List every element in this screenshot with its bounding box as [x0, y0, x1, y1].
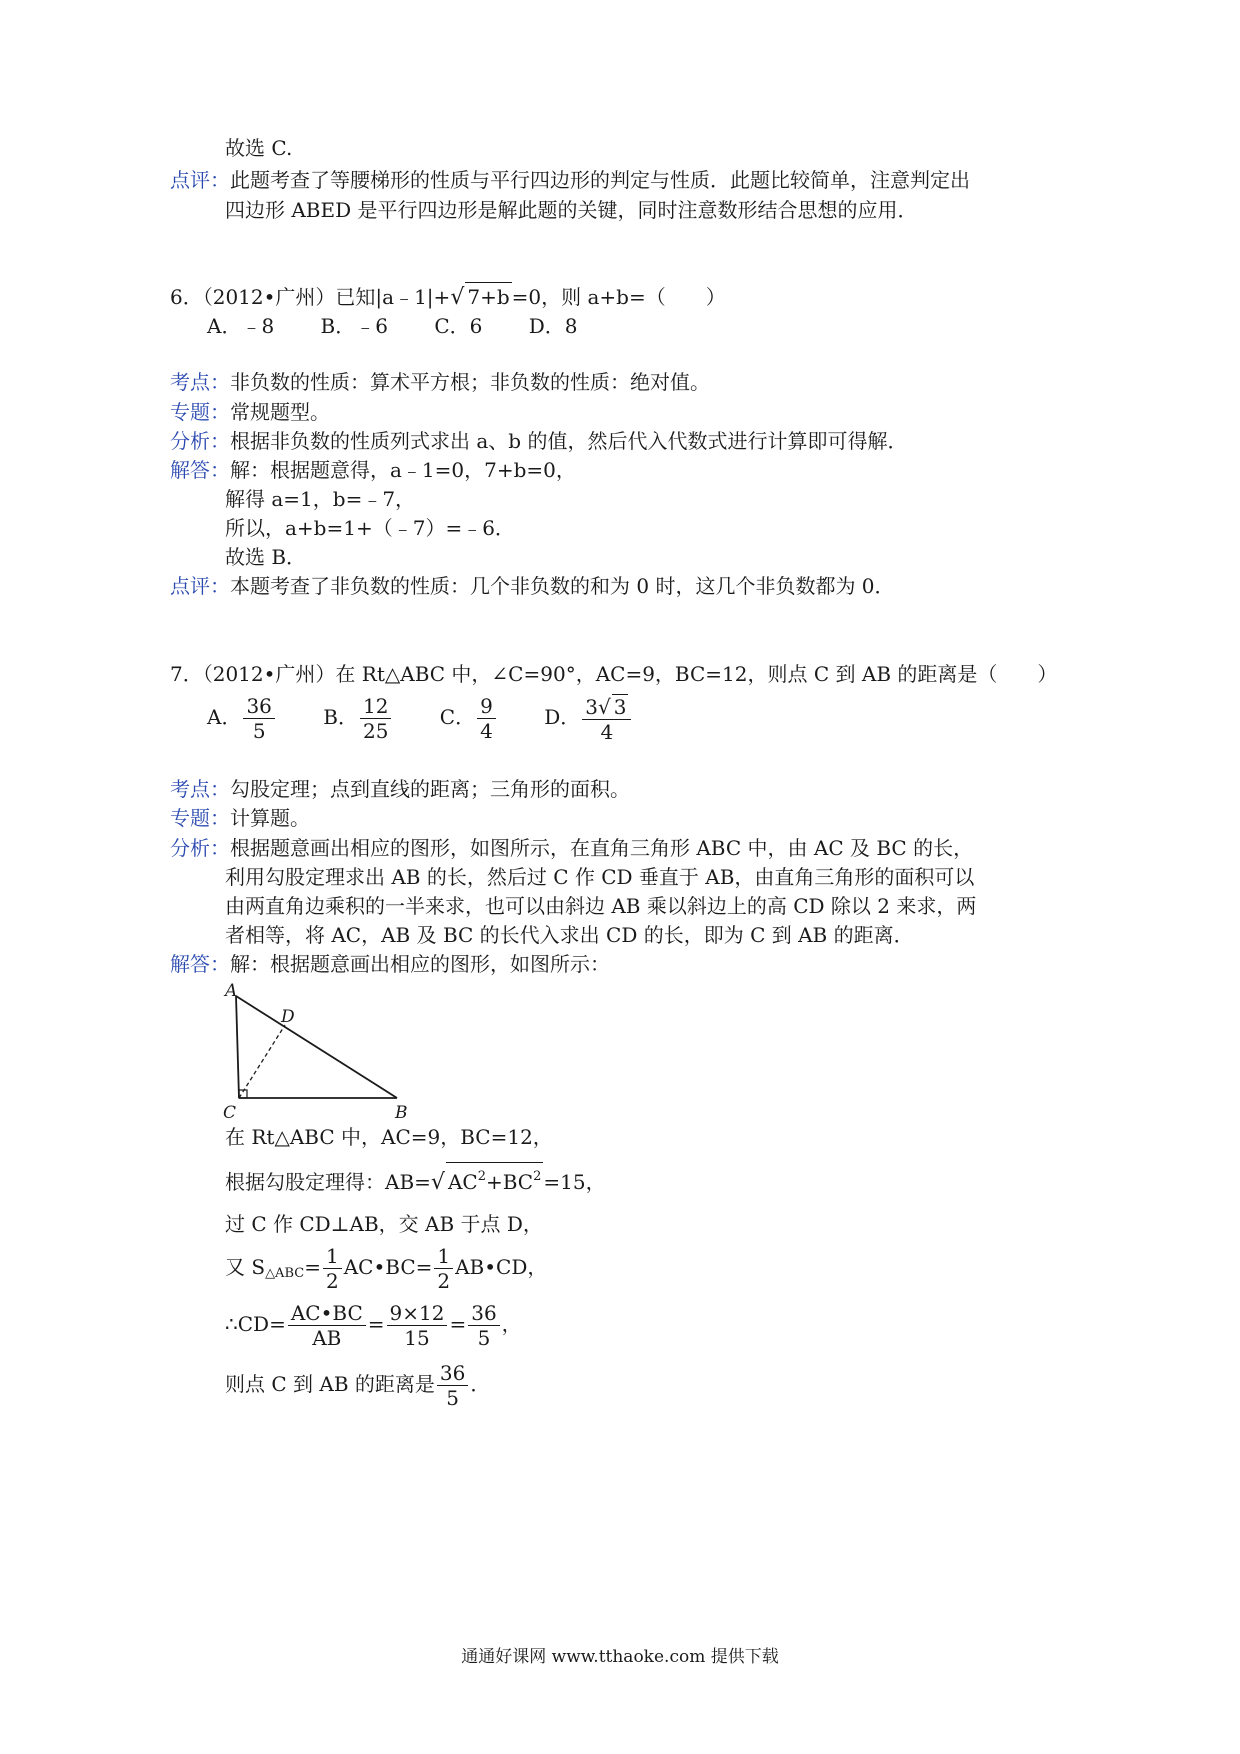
q6-dianping-text: 本题考查了非负数的性质：几个非负数的和为 0 时，这几个非负数都为 0．: [230, 574, 895, 598]
q7-step4-half-1: [323, 1244, 342, 1293]
q7-step2: [225, 1162, 606, 1197]
q7-step5-eq-2: =: [449, 1312, 467, 1336]
q7-step4-half-1-num: 1: [323, 1244, 342, 1269]
q6-options: [207, 312, 617, 340]
q7-option-b-den: 25: [362, 719, 389, 743]
q7-option-d-radicand: 3: [613, 694, 627, 719]
q6-dianping: [170, 572, 895, 600]
q7-step6-num: 36: [437, 1361, 468, 1386]
q7-option-b-frac: [360, 694, 391, 743]
triangle-figure: [215, 980, 455, 1130]
q7-kaodian-label: 考点：: [170, 777, 230, 801]
q7-step6-frac: [437, 1361, 468, 1410]
q6-jieda-line3: 所以，a+b=1+（﹣7）=﹣6．: [225, 516, 515, 540]
q7-step2-exp-1: 2: [477, 1169, 486, 1184]
q6-kaodian: [170, 368, 710, 396]
q6-zhuanti-text: 常规题型。: [230, 400, 330, 424]
vertex-label-d: D: [281, 1007, 295, 1027]
vertex-label-b: B: [395, 1103, 408, 1123]
page-footer: 通通好课网 www.tthaoke.com 提供下载: [461, 1647, 779, 1667]
q7-step5-frac-2-num: 9×12: [387, 1301, 448, 1326]
q7-step6: [225, 1360, 490, 1410]
q6-zhuanti-label: 专题：: [170, 400, 230, 424]
q7-step4-a: 又 S: [225, 1255, 266, 1279]
sqrt-sign: √: [430, 1170, 445, 1195]
q7-option-d: [544, 693, 633, 744]
q7-step5-end: ，: [501, 1312, 522, 1336]
q7-step2-rad-a: AC: [447, 1170, 478, 1194]
vertex-label-c: C: [223, 1103, 237, 1123]
q7-step1: 在 Rt△ABC 中，AC=9，BC=12，: [225, 1125, 553, 1149]
q7-option-a-num: 36: [243, 694, 274, 719]
q7-option-d-den: 4: [600, 719, 614, 744]
q7-fenxi-line4: 者相等，将 AC，AB 及 BC 的长代入求出 CD 的长，即为 C 到 AB 的距离．: [225, 923, 914, 947]
q6-stem-a: 6．（2012•广州）已知|a﹣1|+: [170, 285, 451, 309]
q7-option-b: [323, 693, 393, 743]
q7-step5-frac-1-num: AC•BC: [288, 1301, 366, 1326]
q6-fenxi-text: 根据非负数的性质列式求出 a、b 的值，然后代入代数式进行计算即可得解．: [230, 429, 908, 453]
q7-fenxi-line1: 根据题意画出相应的图形，如图所示，在直角三角形 ABC 中，由 AC 及 BC 的长，: [230, 836, 974, 860]
q6-option-d: D．8: [528, 314, 578, 338]
sqrt-sign: √: [597, 694, 611, 719]
q6-option-a: A．﹣8: [207, 314, 275, 338]
q7-jieda-label: 解答：: [170, 952, 230, 976]
prev-comment-label: 点评：: [170, 168, 230, 192]
q7-stem: 7．（2012•广州）在 Rt△ABC 中，∠C=90°，AC=9，BC=12，则点 C 到 AB 的距离是（ ）: [170, 662, 1058, 686]
q7-step2-radicand: [446, 1162, 543, 1196]
q7-jieda: [170, 950, 610, 978]
q7-step2-rad-b: +BC: [485, 1170, 534, 1194]
q6-jieda: [170, 456, 576, 484]
q7-step5-frac-2: [387, 1301, 448, 1350]
q7-step6-a: 则点 C 到 AB 的距离是: [225, 1372, 435, 1396]
prev-comment: [170, 166, 970, 194]
q7-step2-exp-2: 2: [533, 1169, 542, 1184]
altitude-cd: [239, 1025, 285, 1098]
q6-option-c: C．6: [434, 314, 483, 338]
q6-jieda-line2: 解得 a=1，b=﹣7，: [225, 487, 416, 511]
q7-step4-c: AB•CD，: [455, 1255, 548, 1279]
q6-dianping-label: 点评：: [170, 574, 230, 598]
q7-option-c: [440, 693, 498, 743]
vertex-label-a: A: [225, 981, 238, 1001]
q7-step6-den: 5: [446, 1386, 459, 1410]
q7-option-a-den: 5: [252, 719, 266, 743]
q7-option-d-frac: [582, 694, 631, 744]
q7-jieda-intro: 解：根据题意画出相应的图形，如图所示：: [230, 952, 610, 976]
q7-option-a: [207, 693, 277, 743]
q7-option-c-letter: C．: [439, 705, 476, 729]
q7-option-a-frac: [243, 694, 274, 743]
q6-kaodian-text: 非负数的性质：算术平方根；非负数的性质：绝对值。: [230, 370, 710, 394]
prev-comment-line1: 此题考查了等腰梯形的性质与平行四边形的判定与性质．此题比较简单，注意判定出: [230, 168, 970, 192]
q7-step5-frac-3-num: 36: [468, 1301, 499, 1326]
q6-jieda-line4: 故选 B．: [225, 545, 307, 569]
q7-option-b-letter: B．: [323, 705, 358, 729]
q7-step3: 过 C 作 CD⊥AB，交 AB 于点 D，: [225, 1212, 543, 1236]
side-ab: [236, 996, 397, 1098]
q7-kaodian: [170, 775, 630, 803]
q7-step4-half-2-num: 1: [434, 1244, 453, 1269]
q7-step5-frac-1: [288, 1301, 366, 1350]
q7-zhuanti-label: 专题：: [170, 806, 230, 830]
q7-option-a-letter: A．: [207, 705, 242, 729]
q7-option-c-den: 4: [480, 719, 493, 743]
q7-fenxi-label: 分析：: [170, 836, 230, 860]
q7-step5-frac-1-den: AB: [312, 1326, 342, 1350]
prev-solution-select: 故选 C.: [225, 136, 293, 160]
q7-step4-eq-1: =: [304, 1255, 321, 1279]
side-ac: [236, 996, 239, 1098]
q7-fenxi-line3: 由两直角边乘积的一半来求，也可以由斜边 AB 乘以斜边上的高 CD 除以 2 来求，两: [225, 894, 977, 918]
q6-zhuanti: [170, 398, 330, 426]
q7-fenxi: [170, 834, 973, 862]
q7-step4-half-1-den: 2: [325, 1269, 339, 1293]
q7-step6-end: ．: [470, 1372, 491, 1396]
q7-option-b-num: 12: [360, 694, 391, 719]
q7-step5: [225, 1300, 522, 1350]
q6-radicand: 7+b: [465, 282, 511, 311]
q6-option-b: B．﹣6: [320, 314, 388, 338]
q7-option-d-coef: 3: [585, 694, 598, 719]
q7-option-c-num: 9: [477, 694, 496, 719]
q7-step4-b: AC•BC=: [343, 1255, 433, 1279]
q6-stem: [170, 282, 726, 312]
sqrt-sign: √: [450, 285, 465, 310]
q7-step4: [225, 1243, 547, 1298]
q7-step5-frac-2-den: 15: [404, 1326, 430, 1350]
q7-option-c-frac: [477, 694, 496, 743]
q7-options: [207, 693, 673, 744]
q7-step4-half-2-den: 2: [437, 1269, 451, 1293]
q7-step5-frac-3-den: 5: [477, 1326, 491, 1350]
q7-step2-b: =15，: [543, 1170, 606, 1194]
q7-step5-eq-1: =: [367, 1312, 385, 1336]
q7-option-d-num: [582, 694, 631, 720]
q7-zhuanti-text: 计算题。: [230, 806, 310, 830]
q6-kaodian-label: 考点：: [170, 370, 230, 394]
q7-step5-a: ∴CD=: [225, 1312, 286, 1336]
q6-fenxi-label: 分析：: [170, 429, 230, 453]
q6-fenxi: [170, 427, 907, 455]
q7-step4-half-2: [434, 1244, 453, 1293]
q7-step2-a: 根据勾股定理得：AB=: [225, 1170, 431, 1194]
q7-zhuanti: [170, 804, 310, 832]
q7-step5-frac-3: [468, 1301, 499, 1350]
prev-comment-line2: 四边形 ABED 是平行四边形是解此题的关键，同时注意数形结合思想的应用．: [225, 198, 918, 222]
q6-stem-b: =0，则 a+b=（ ）: [511, 285, 726, 309]
q6-jieda-label: 解答：: [170, 458, 230, 482]
q7-kaodian-text: 勾股定理；点到直线的距离；三角形的面积。: [230, 777, 630, 801]
q6-jieda-line1: 解：根据题意得，a﹣1=0，7+b=0，: [230, 458, 576, 482]
q7-fenxi-line2: 利用勾股定理求出 AB 的长，然后过 C 作 CD 垂直于 AB，由直角三角形的面积可以: [225, 865, 975, 889]
q7-option-d-letter: D．: [544, 705, 581, 729]
q7-step4-sub: △ABC: [265, 1266, 305, 1281]
